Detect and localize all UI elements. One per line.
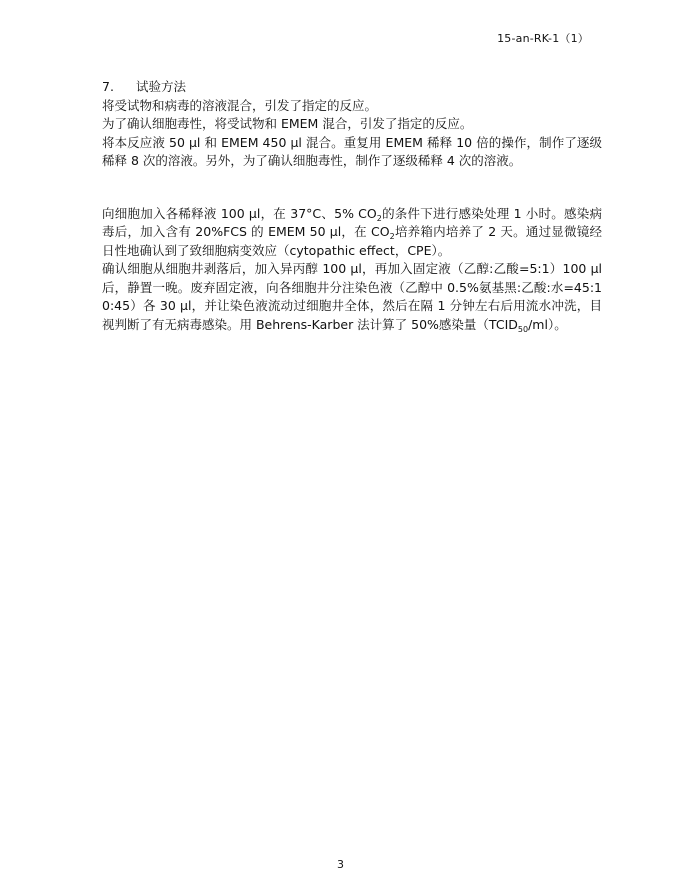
co2-subscript: 2 xyxy=(389,232,395,241)
co2-subscript: 2 xyxy=(376,213,382,223)
tcid-subscript: 50 xyxy=(517,324,529,334)
document-code: 15-an-RK-1（1） xyxy=(497,32,589,45)
paragraph-dilution: 将本反应液 50 µl 和 EMEM 450 µl 混合。重复用 EMEM 稀释 10 倍的操作，制作了逐级稀释 8 次的溶液。另外，为了确认细胞毒性，制作了逐级稀释 4 次的溶液。 xyxy=(102,134,602,168)
paragraph-staining xyxy=(102,260,602,334)
paragraph-infection xyxy=(102,205,602,261)
document-body xyxy=(102,78,602,334)
section-heading xyxy=(102,78,602,97)
paragraph-spacer xyxy=(102,171,602,205)
infection-text-b: 的条件下进行感染处理 1 小时。感染病毒后，加入含有 20%FCS 的 EMEM 50 µl，在 CO xyxy=(102,205,602,239)
infection-text-a: 向细胞加入各稀释液 100 µl，在 37°C、5% CO xyxy=(102,205,377,221)
section-number: 7. xyxy=(102,79,114,94)
staining-text-b: /ml）。 xyxy=(528,316,567,332)
staining-text-a: 确认细胞从细胞井剥落后，加入异丙醇 100 µl，再加入固定液（乙醇:乙酸=5:1）100 µl 后，静置一晚。废弃固定液，向各细胞井分注染色液（乙醇中 0.5%氨基黑:乙酸:水=45:10:45）各 30 µl，并让染色液流动过细胞井全体，然后在隔 1 分钟左右后用流水冲洗，目视判断了有无病毒感染。用 Behrens-Karber 法计算了 50%感染量（TCID xyxy=(102,261,602,332)
paragraph-mixing: 将受试物和病毒的溶液混合，引发了指定的反应。 xyxy=(102,97,378,113)
infection-text-c: 培养箱内培养了 2 天。通过显微镜经日性地确认到了致细胞病变效应（cytopathic effect，CPE）。 xyxy=(102,224,602,258)
page-number: 3 xyxy=(337,858,344,871)
paragraph-cytotoxicity: 为了确认细胞毒性，将受试物和 EMEM 混合，引发了指定的反应。 xyxy=(102,116,473,131)
section-title: 试验方法 xyxy=(136,79,187,94)
